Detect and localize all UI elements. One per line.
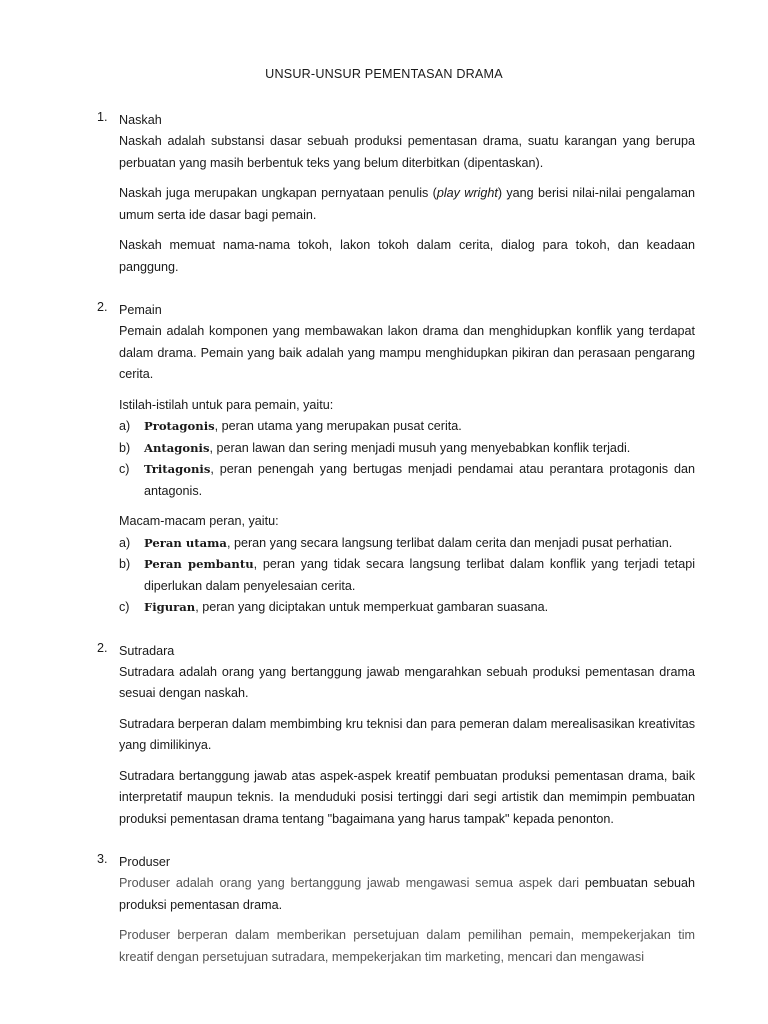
list-item — [119, 438, 695, 460]
section-body — [119, 852, 695, 968]
paragraph-text: Naskah juga merupakan ungkapan pernyataan penulis ( — [119, 186, 437, 200]
paragraph: Sutradara adalah orang yang bertanggung jawab mengarahkan sebuah produksi pementasan drama sesuai dengan naskah. — [119, 664, 695, 700]
section-body — [119, 641, 695, 831]
term-description: , peran lawan dan sering menjadi musuh yang menyebabkan konflik terjadi. — [209, 440, 631, 455]
section-heading: Produser — [119, 855, 171, 869]
term-label: Antagonis — [144, 440, 210, 455]
list-intro: Istilah-istilah untuk para pemain, yaitu: — [119, 397, 334, 412]
paragraph-text: ) yang berisi nilai-nilai pengalaman umum serta ide dasar bagi pemain. — [119, 186, 695, 222]
document-title: UNSUR-UNSUR PEMENTASAN DRAMA — [265, 67, 503, 81]
section-produser — [97, 852, 695, 968]
term-description: , peran penengah yang bertugas menjadi pendamai atau perantara protagonis dan antagonis. — [144, 462, 695, 498]
list-item — [119, 416, 695, 438]
section-number: 1. — [97, 110, 108, 124]
italic-term: play wright — [436, 186, 498, 200]
term-label: Peran utama — [144, 535, 227, 550]
term-description: , peran yang diciptakan untuk memperkuat gambaran suasana. — [195, 600, 549, 614]
list-item — [119, 459, 695, 502]
list-item — [119, 597, 695, 619]
section-sutradara — [97, 641, 695, 831]
paragraph: Naskah adalah substansi dasar sebuah produksi pementasan drama, suatu karangan yang berupa perbuatan yang masih berbentuk teks yang belum diterbitkan (dipentaskan). — [119, 134, 695, 170]
paragraph — [119, 873, 695, 916]
section-pemain — [97, 300, 695, 619]
list-letter: b) — [119, 557, 131, 571]
paragraph: Pemain adalah komponen yang membawakan lakon drama dan menghidupkan konflik yang terdapat dalam drama. Pemain yang baik adalah yang mampu menghidupkan pikiran dan perasaan pengarang cerita. — [119, 324, 695, 381]
section-number: 2. — [97, 300, 108, 314]
section-heading: Sutradara — [119, 643, 175, 658]
list-macam-peran — [119, 533, 695, 619]
section-body — [119, 110, 695, 278]
list-intro: Macam-macam peran, yaitu: — [119, 514, 279, 528]
list-item — [119, 533, 695, 555]
section-number: 2. — [97, 640, 108, 655]
term-description: , peran utama yang merupakan pusat cerita. — [214, 419, 462, 433]
term-description: , peran yang tidak secara langsung terlibat dalam konflik yang terjadi tetapi diperlukan dalam penyelesaian cerita. — [144, 557, 696, 593]
section-heading: Pemain — [119, 303, 162, 317]
paragraph-text: pembuatan sebuah produksi pementasan drama. — [119, 876, 695, 912]
paragraph — [119, 183, 695, 226]
list-letter: c) — [119, 600, 130, 614]
document-content — [97, 110, 695, 990]
term-description: , peran yang secara langsung terlibat dalam cerita dan menjadi pusat perhatian. — [226, 535, 673, 550]
section-number: 3. — [97, 852, 108, 866]
paragraph: Produser berperan dalam memberikan persetujuan dalam pemilihan pemain, mempekerjakan tim kreatif dengan persetujuan sutradara, mempekerjakan tim marketing, mencari dan mengawasi — [119, 928, 695, 964]
section-naskah — [97, 110, 695, 278]
term-label: Peran pembantu — [144, 557, 254, 571]
paragraph: Sutradara bertanggung jawab atas aspek-aspek kreatif pembuatan produksi pementasan drama, baik interpretatif maupun teknis. Ia menduduki posisi tertinggi dari segi artistik dan memimpin pembuatan produksi pementasan drama tentang "bagaimana yang harus tampak" kepada penonton. — [119, 768, 695, 826]
list-letter: a) — [119, 535, 131, 550]
list-item — [119, 554, 695, 597]
section-heading: Naskah — [119, 113, 162, 127]
list-letter: a) — [119, 419, 131, 433]
paragraph: Sutradara berperan dalam membimbing kru teknisi dan para pemeran dalam merealisasikan kreativitas yang dimilikinya. — [119, 716, 695, 752]
term-label: Protagonis — [144, 419, 215, 433]
paragraph: Naskah memuat nama-nama tokoh, lakon tokoh dalam cerita, dialog para tokoh, dan keadaan panggung. — [119, 238, 695, 274]
paragraph-text-gray: Produser adalah orang yang bertanggung jawab mengawasi semua aspek dari — [119, 876, 585, 890]
section-body — [119, 300, 695, 619]
list-letter: c) — [119, 462, 130, 476]
term-label: Tritagonis — [144, 462, 211, 476]
list-istilah-pemain — [119, 416, 695, 502]
term-label: Figuran — [144, 600, 196, 614]
list-letter: b) — [119, 440, 131, 455]
